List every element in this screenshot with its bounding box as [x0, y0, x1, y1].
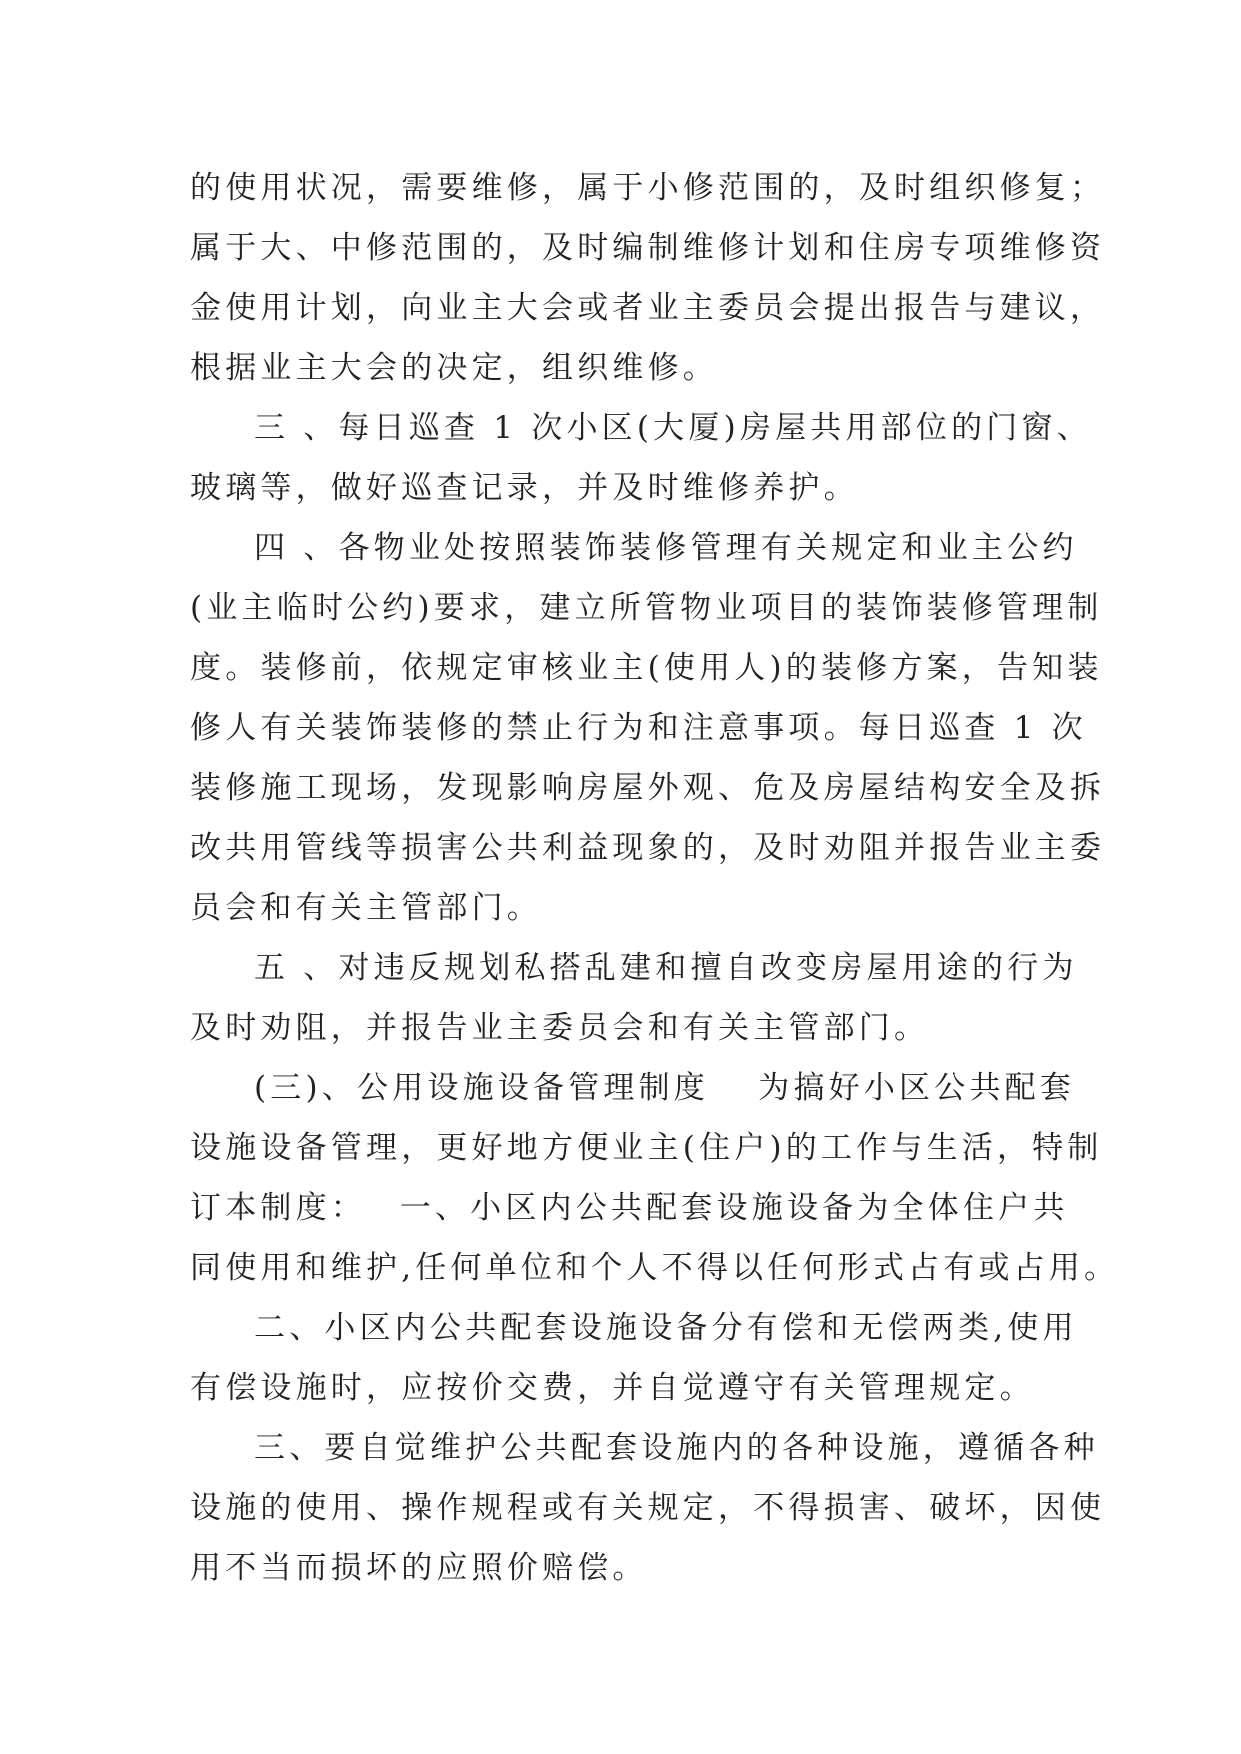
text-line: 有偿设施时，应按价交费，并自觉遵守有关管理规定。	[190, 1370, 1035, 1406]
text-line: 订本制度： 一、小区内公共配套设施设备为全体住户共	[190, 1190, 1069, 1226]
paragraph-start-line: 三 、每日巡查 1 次小区(大厦)房屋共用部位的门窗、	[254, 410, 1092, 446]
text-line: 根据业主大会的决定，组织维修。	[190, 350, 718, 386]
text-line: 装修施工现场，发现影响房屋外观、危及房屋结构安全及拆	[190, 770, 1106, 806]
paragraph-start-line: 五 、对违反规划私搭乱建和擅自改变房屋用途的行为	[254, 950, 1078, 986]
text-line: 属于大、中修范围的，及时编制维修计划和住房专项维修资	[190, 230, 1106, 266]
text-line: 度。装修前，依规定审核业主(使用人)的装修方案，告知装	[190, 650, 1103, 686]
text-line: 的使用状况，需要维修，属于小修范围的，及时组织修复；	[190, 170, 1106, 206]
paragraph-start-line: 二、小区内公共配套设施设备分有偿和无偿两类,使用	[254, 1310, 1078, 1346]
text-line: 玻璃等，做好巡查记录，并及时维修养护。	[190, 470, 859, 506]
text-line: 金使用计划，向业主大会或者业主委员会提出报告与建议，	[190, 290, 1106, 326]
text-line: 员会和有关主管部门。	[190, 890, 542, 926]
text-line: 及时劝阻，并报告业主委员会和有关主管部门。	[190, 1010, 930, 1046]
text-line: 用不当而损坏的应照价赔偿。	[190, 1550, 648, 1586]
text-line: 同使用和维护,任何单位和个人不得以任何形式占有或占用。	[190, 1250, 1120, 1286]
paragraph-start-line: (三)、公用设施设备管理制度 为搞好小区公共配套	[254, 1070, 1076, 1106]
text-line: (业主临时公约)要求，建立所管物业项目的装饰装修管理制	[190, 590, 1103, 626]
document-body	[190, 158, 1120, 1598]
text-line: 设施设备管理，更好地方便业主(住户)的工作与生活，特制	[190, 1130, 1103, 1166]
paragraph-start-line: 三、要自觉维护公共配套设施内的各种设施，遵循各种	[254, 1430, 1099, 1466]
paragraph-start-line: 四 、各物业处按照装饰装修管理有关规定和业主公约	[254, 530, 1078, 566]
text-line: 修人有关装饰装修的禁止行为和注意事项。每日巡查 1 次	[190, 710, 1087, 746]
text-line: 设施的使用、操作规程或有关规定，不得损害、破坏，因使	[190, 1490, 1106, 1526]
text-line: 改共用管线等损害公共利益现象的，及时劝阻并报告业主委	[190, 830, 1106, 866]
